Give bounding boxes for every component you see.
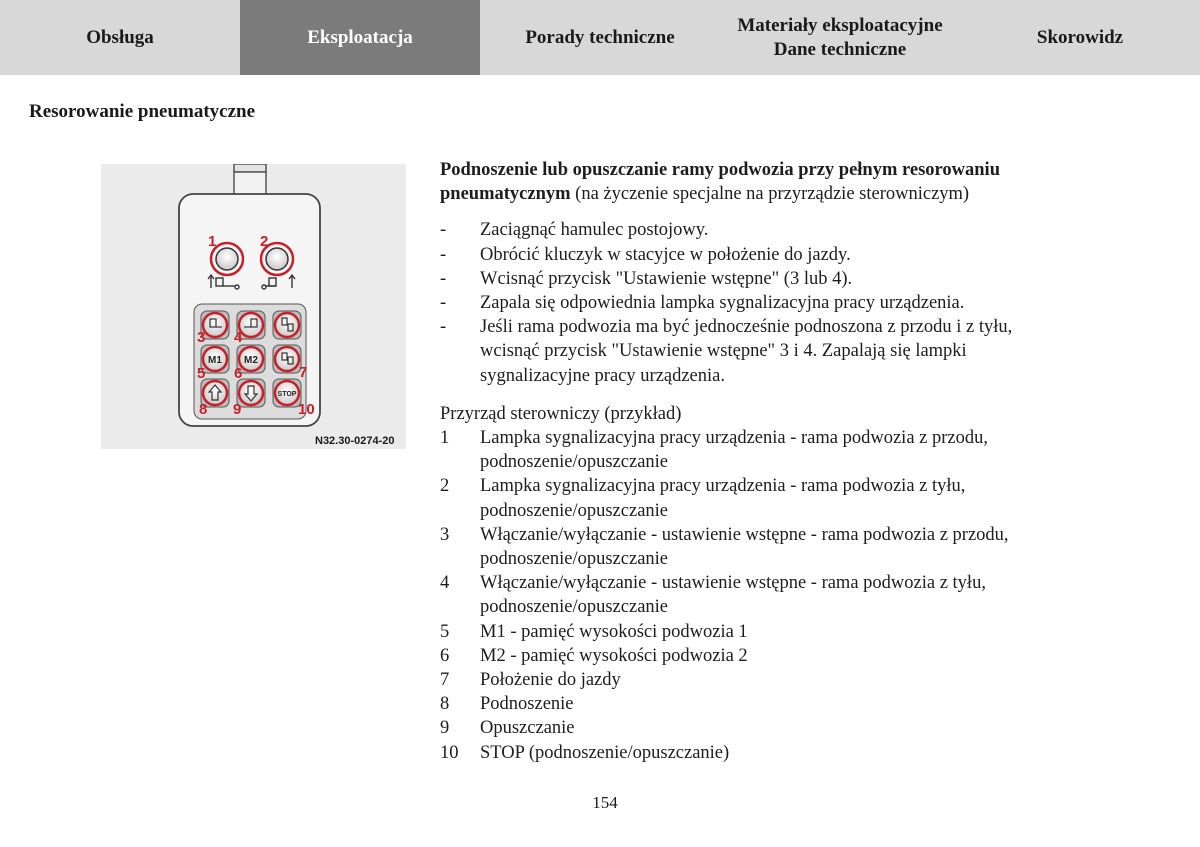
bullet-dash: - xyxy=(440,317,447,338)
callout-7: 7 xyxy=(299,364,308,381)
bullet-dash: - xyxy=(440,268,447,289)
legend-text: STOP (podnoszenie/opuszczanie) xyxy=(480,742,730,763)
legend-text: M2 - pamięć wysokości podwozia 2 xyxy=(480,645,748,666)
legend-text: Lampka sygnalizacyjna pracy urządzenia - rama podwozia z przodu, podnoszenie/opuszczanie xyxy=(480,428,988,473)
tab-label-second-line: Dane techniczne xyxy=(773,38,907,60)
top-navigation xyxy=(0,0,1200,75)
list-item xyxy=(440,267,1100,291)
tab-eksploatacja[interactable] xyxy=(240,0,480,75)
list-item xyxy=(440,243,1100,267)
callout-10: 10 xyxy=(298,401,315,418)
main-content xyxy=(440,158,1100,765)
callout-1: 1 xyxy=(208,233,217,250)
tab-label: Eksploatacja xyxy=(307,26,413,48)
legend-item xyxy=(440,571,1100,619)
callout-9: 9 xyxy=(233,401,242,418)
legend-number: 4 xyxy=(440,573,450,594)
legend-item xyxy=(440,620,1100,644)
legend-text: Opuszczanie xyxy=(480,718,575,739)
callout-8: 8 xyxy=(199,401,208,418)
legend-number: 2 xyxy=(440,476,450,497)
figure-caption: Przyrząd sterowniczy (przykład) xyxy=(440,403,682,424)
legend-number: 6 xyxy=(440,645,450,666)
control-unit-figure xyxy=(101,164,406,449)
legend-item xyxy=(440,716,1100,740)
procedure-heading xyxy=(440,158,1100,206)
tab-porady-techniczne[interactable] xyxy=(480,0,720,75)
legend-text: Położenie do jazdy xyxy=(480,670,621,691)
section-title: Resorowanie pneumatyczne xyxy=(29,101,256,122)
bullet-dash: - xyxy=(440,293,447,314)
bullet-dash: - xyxy=(440,244,447,265)
legend-number: 7 xyxy=(440,670,450,691)
legend-text: Podnoszenie xyxy=(480,694,574,715)
callout-3: 3 xyxy=(197,329,206,346)
keypad-button-10-stop xyxy=(273,379,301,407)
tab-obsluga[interactable] xyxy=(0,0,240,75)
legend-item xyxy=(440,474,1100,522)
control-unit-illustration xyxy=(101,164,406,449)
figure-code: N32.30-0274-20 xyxy=(315,435,395,447)
legend-text: M1 - pamięć wysokości podwozia 1 xyxy=(480,621,748,642)
tab-label: Obsługa xyxy=(86,26,154,48)
stop-label: STOP xyxy=(277,391,297,398)
legend-item xyxy=(440,741,1100,765)
legend-text: Lampka sygnalizacyjna pracy urządzenia - rama podwozia z tyłu, podnoszenie/opuszczanie xyxy=(480,476,966,521)
m2-label: M2 xyxy=(244,355,258,366)
legend-item xyxy=(440,692,1100,716)
list-item xyxy=(440,315,1100,388)
procedure-steps xyxy=(440,218,1100,387)
m1-label: M1 xyxy=(208,355,222,366)
list-item xyxy=(440,218,1100,242)
keypad-button-7 xyxy=(273,345,301,373)
step-text: Wcisnąć przycisk "Ustawienie wstępne" (3 lub 4). xyxy=(480,268,853,289)
legend-list xyxy=(440,426,1100,765)
keypad-button-front-rear xyxy=(273,311,301,339)
step-text: Obrócić kluczyk w stacyjce w położenie do jazdy. xyxy=(480,244,851,265)
tab-skorowidz[interactable] xyxy=(960,0,1200,75)
connector xyxy=(234,172,266,195)
legend-number: 10 xyxy=(440,742,459,763)
legend-item xyxy=(440,523,1100,571)
lamp-2 xyxy=(266,248,288,270)
step-text: Zapala się odpowiednia lampka sygnalizacyjna pracy urządzenia. xyxy=(480,293,965,314)
bullet-dash: - xyxy=(440,220,447,241)
legend-text: Włączanie/wyłączanie - ustawienie wstępne - rama podwozia z przodu, podnoszenie/opuszczanie xyxy=(480,524,1009,570)
tab-label: Skorowidz xyxy=(1036,26,1124,48)
list-item xyxy=(440,291,1100,315)
legend-text: Włączanie/wyłączanie - ustawienie wstępne - rama podwozia z tyłu, podnoszenie/opuszczanie xyxy=(480,573,986,618)
legend-number: 1 xyxy=(440,428,450,449)
procedure-heading-bold: Podnoszenie lub opuszczanie ramy podwozia przy pełnym resorowaniu pneumatycznym xyxy=(440,160,1000,205)
procedure-heading-note: (na życzenie specjalne na przyrządzie sterowniczym) xyxy=(570,184,970,205)
callout-5: 5 xyxy=(197,365,206,382)
legend-number: 8 xyxy=(440,694,450,715)
tab-label: Materiały eksploatacyjne xyxy=(737,14,943,36)
tab-label: Porady techniczne xyxy=(525,26,675,48)
legend-number: 5 xyxy=(440,621,450,642)
page-number: 154 xyxy=(592,793,618,812)
legend-item xyxy=(440,668,1100,692)
legend-item xyxy=(440,426,1100,474)
step-text: Zaciągnąć hamulec postojowy. xyxy=(480,220,709,241)
callout-4: 4 xyxy=(234,329,243,346)
callout-6: 6 xyxy=(234,365,243,382)
lamp-1 xyxy=(216,248,238,270)
legend-item xyxy=(440,644,1100,668)
tab-materialy-eksploatacyjne[interactable] xyxy=(720,0,960,75)
legend-number: 9 xyxy=(440,718,450,739)
callout-2: 2 xyxy=(260,233,269,250)
step-text: Jeśli rama podwozia ma być jednocześnie podnoszona z przodu i z tyłu, wcisnąć przycisk "Ustawienie wstępne" 3 i 4. Zapalają się lampki sygnalizacyjne pracy urządzenia. xyxy=(480,317,1013,386)
connector-cap xyxy=(234,164,266,172)
legend-number: 3 xyxy=(440,524,450,545)
